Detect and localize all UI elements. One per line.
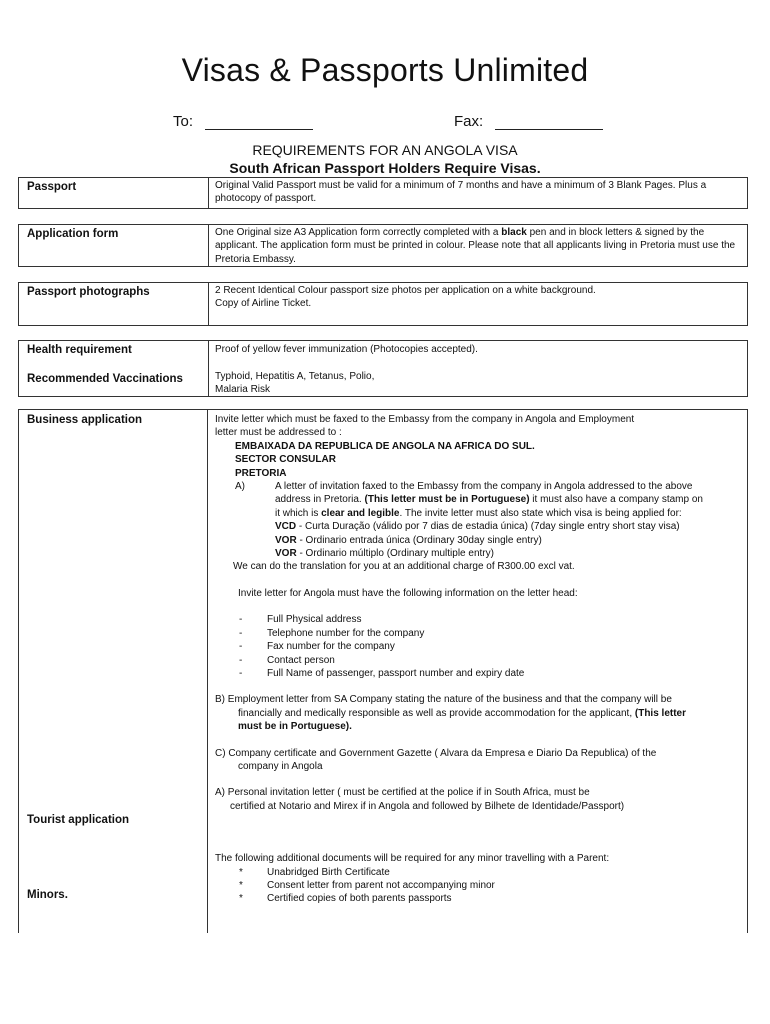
business-box-right-border <box>747 410 748 933</box>
business-application-label: Business application <box>27 414 143 426</box>
passport-photographs-row <box>18 282 748 326</box>
invite-info-heading: Invite letter for Angola must have the following information on the letter head: <box>238 587 578 599</box>
list-item: * Consent letter from parent not accompanying minor <box>239 879 495 891</box>
list-item: - Full Physical address <box>239 614 362 626</box>
requirements-subheading: South African Passport Holders Require Visas. <box>229 160 541 176</box>
business-application-text: Invite letter which must be faxed to the Embassy from the company in Angola and Employment letter must be addressed to : EMBAIXADA DA REPUBLICA DE ANGOLA NA AFRICA DO SUL. SECTOR CONSULAR PRETORIA A) A letter of invitation faxed to the Embassy from the company in Angola addressed to the above address in Pretoria. (This letter must be in Portuguese) it must also have a company stamp on it which is clear and legible. The invite letter must also state which visa is being applied for: VCD - Curta Duração (válido por 7 dias de estadia única) (7day single entry short stay visa) VOR - Ordinario entrada única (Ordinary 30day single entry) VOR - Ordinario múltiplo (Ordinary multiple entry) We can do the translation for you at an additional charge of R300.00 excl vat. Invite letter for Angola must have the following information on the letter head: - Full Physical address - Telephone number for the company - Fax number for the company - Contact person - Full Name of passenger, passport number and expiry date B) Employment letter from SA Company stating the nature of the business and that the company will be financially and medically responsible as well as provide accommodation for the applicant, (This letter must be in Portuguese). C) Company certificate and Government Gazette ( Alvara da Empresa e Diario Da Republica) of the company in Angola A) Personal invitation letter ( must be certified at the police if in South Africa, must be certified at Notario and Mirex if in Angola and followed by Bilhete de Identidade/Passport) The following additional documents will be required for any minor travelling with a Parent: * Unabridged Birth Certificate * Consent letter from parent not accompanying minor * Certified copies of both parents passports <box>215 413 746 906</box>
page-title: Visas & Passports Unlimited <box>181 52 589 88</box>
minors-intro: The following additional documents will be required for any minor travelling with a Parent: <box>215 853 610 865</box>
to-field <box>173 113 313 130</box>
fax-field <box>454 113 603 130</box>
health-requirement-label: Health requirement <box>27 344 132 356</box>
minors-label: Minors. <box>27 889 68 901</box>
business-box-top-border <box>18 409 748 410</box>
health-row <box>18 340 748 397</box>
embassy-address-line: PRETORIA <box>235 467 287 479</box>
column-divider <box>208 225 209 266</box>
embassy-address-line: SECTOR CONSULAR <box>235 454 336 466</box>
column-divider <box>207 410 208 933</box>
employment-letter-line: B) Employment letter from SA Company stating the nature of the business and that the company will be <box>215 694 672 706</box>
health-text: Proof of yellow fever immunization (Photocopies accepted). <box>215 344 478 355</box>
application-form-text: One Original size A3 Application form correctly completed with a black pen and in block letters & signed by the applicant. The application form must be printed in colour. Please note that all applicants living in Pretoria must use the Pretoria Embassy. <box>215 227 736 265</box>
company-certificate-line: C) Company certificate and Government Gazette ( Alvara da Empresa e Diario Da Republica) of the <box>215 747 657 759</box>
visa-type-vcd: VCD - Curta Duração (válido por 7 dias de estadia única) (7day single entry short stay visa) <box>275 521 680 533</box>
fax-label: Fax: <box>454 113 484 130</box>
column-divider <box>208 283 209 325</box>
column-divider <box>208 178 209 208</box>
visa-type-vor-multiple: VOR - Ordinario múltiplo (Ordinary multiple entry) <box>275 548 494 560</box>
invite-info-list <box>215 613 746 680</box>
minors-list <box>215 866 746 906</box>
list-item: - Contact person <box>239 654 335 666</box>
list-item: * Unabridged Birth Certificate <box>239 866 390 878</box>
to-label: To: <box>173 113 194 130</box>
column-divider <box>208 341 209 396</box>
list-item: * Certified copies of both parents passports <box>239 893 452 905</box>
business-box-left-border <box>18 409 19 933</box>
fax-blank-line <box>495 115 603 130</box>
tourist-application-label: Tourist application <box>27 814 130 826</box>
passport-photographs-text: 2 Recent Identical Colour passport size photos per application on a white background. Copy of Airline Ticket. <box>215 285 596 310</box>
list-item: - Full Name of passenger, passport number and expiry date <box>239 667 525 679</box>
application-form-label: Application form <box>27 228 119 240</box>
translation-note: We can do the translation for you at an additional charge of R300.00 excl vat. <box>233 561 575 573</box>
requirements-heading: REQUIREMENTS FOR AN ANGOLA VISA <box>252 142 518 158</box>
recommended-vaccinations-label: Recommended Vaccinations <box>27 373 183 385</box>
to-blank-line <box>205 115 313 130</box>
passport-label: Passport <box>27 181 77 193</box>
passport-row <box>18 177 748 209</box>
application-form-row <box>18 224 748 267</box>
passport-photographs-label: Passport photographs <box>27 286 150 298</box>
vaccinations-text: Typhoid, Hepatitis A, Tetanus, Polio, Malaria Risk <box>215 371 375 396</box>
list-item: - Fax number for the company <box>239 641 395 653</box>
tourist-invitation-line: A) Personal invitation letter ( must be certified at the police if in South Africa, must be <box>215 787 590 799</box>
embassy-address-line: EMBAIXADA DA REPUBLICA DE ANGOLA NA AFRICA DO SUL. <box>235 440 535 452</box>
passport-text: Original Valid Passport must be valid for a minimum of 7 months and have a minimum of 3 Blank Pages. Plus a photocopy of passport. <box>215 180 707 205</box>
visa-type-vor-single: VOR - Ordinario entrada única (Ordinary 30day single entry) <box>275 534 542 546</box>
list-item: - Telephone number for the company <box>239 627 425 639</box>
